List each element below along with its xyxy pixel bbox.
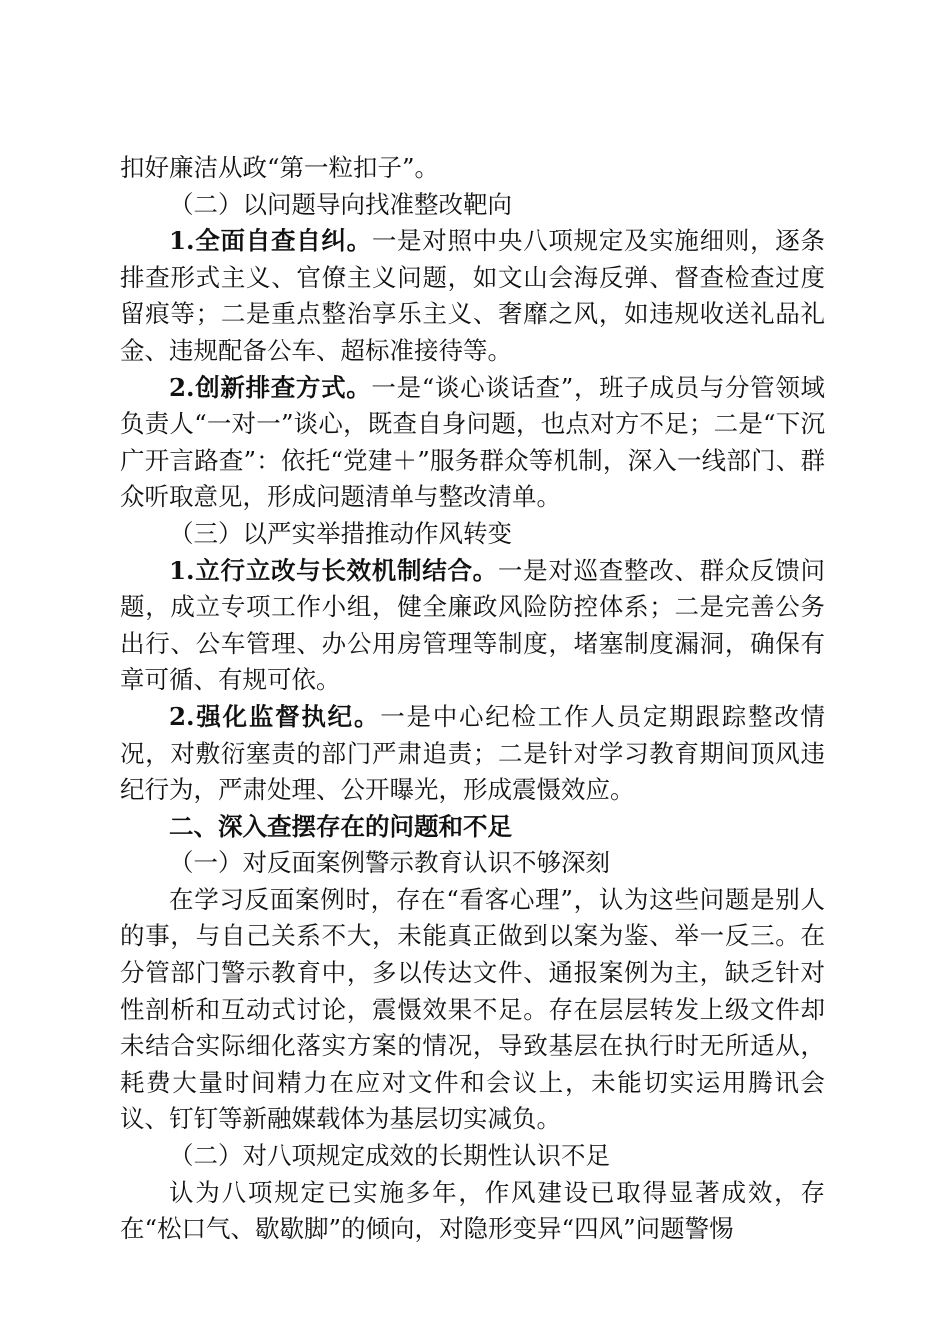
continuation-paragraph: 扣好廉洁从政“第一粒扣子”。 (120, 153, 440, 182)
item-lead: 2.强化监督执纪。 (169, 701, 381, 731)
list-item-paragraph (120, 370, 825, 516)
section-subheading: （二）对八项规定成效的长期性认识不足 (169, 1141, 610, 1171)
document-page (120, 150, 825, 1248)
section-heading: 二、深入查摆存在的问题和不足 (169, 811, 512, 841)
body-paragraph: 认为八项规定已实施多年，作风建设已取得显著成效，存在“松口气、歇歇脚”的倾向，对隐形变异“四风”问题警惕 (120, 1177, 825, 1244)
item-lead: 1.全面自查自纠。 (169, 226, 372, 256)
item-text: 一是中心纪检工作人员定期跟踪整改情况，对敷衍塞责的部门严肃追责；二是针对学习教育期间顶风违纪行为，严肃处理、公开曝光，形成震慑效应。 (120, 701, 825, 805)
item-lead: 1.立行立改与长效机制结合。 (169, 555, 498, 585)
list-item-paragraph (120, 553, 825, 699)
list-item-paragraph (120, 699, 825, 809)
item-lead: 2.创新排查方式。 (169, 372, 372, 402)
item-text: 一是对照中央八项规定及实施细则，逐条排查形式主义、官僚主义问题，如文山会海反弹、督查检查过度留痕等；二是重点整治享乐主义、奢靡之风，如违规收送礼品礼金、违规配备公车、超标准接待等。 (120, 226, 825, 365)
section-subheading: （一）对反面案例警示教育认识不够深刻 (169, 848, 610, 878)
section-subheading: （三）以严实举措推动作风转变 (169, 518, 512, 548)
item-text: 一是对巡查整改、群众反馈问题，成立专项工作小组，健全廉政风险防控体系；二是完善公务出行、公车管理、办公用房管理等制度，堵塞制度漏洞，确保有章可循、有规可依。 (120, 555, 826, 695)
section-subheading: （二）以问题导向找准整改靶向 (169, 189, 512, 219)
body-paragraph: 在学习反面案例时，存在“看客心理”，认为这些问题是别人的事，与自己关系不大，未能真正做到以案为鉴、举一反三。在分管部门警示教育中，多以传达文件、通报案例为主，缺乏针对性剖析和互动式讨论，震慑效果不足。存在层层转发上级文件却未结合实际细化落实方案的情况，导致基层在执行时无所适从，耗费大量时间精力在应对文件和会议上，未能切实运用腾讯会议、钉钉等新融媒载体为基层切实减负。 (120, 884, 825, 1134)
list-item-paragraph (120, 223, 825, 369)
item-text: 一是“谈心谈话查”，班子成员与分管领域负责人“一对一”谈心，既查自身问题，也点对方不足；二是“下沉广开言路查”：依托“党建＋”服务群众等机制，深入一线部门、群众听取意见，形成问题清单与整改清单。 (120, 372, 825, 512)
